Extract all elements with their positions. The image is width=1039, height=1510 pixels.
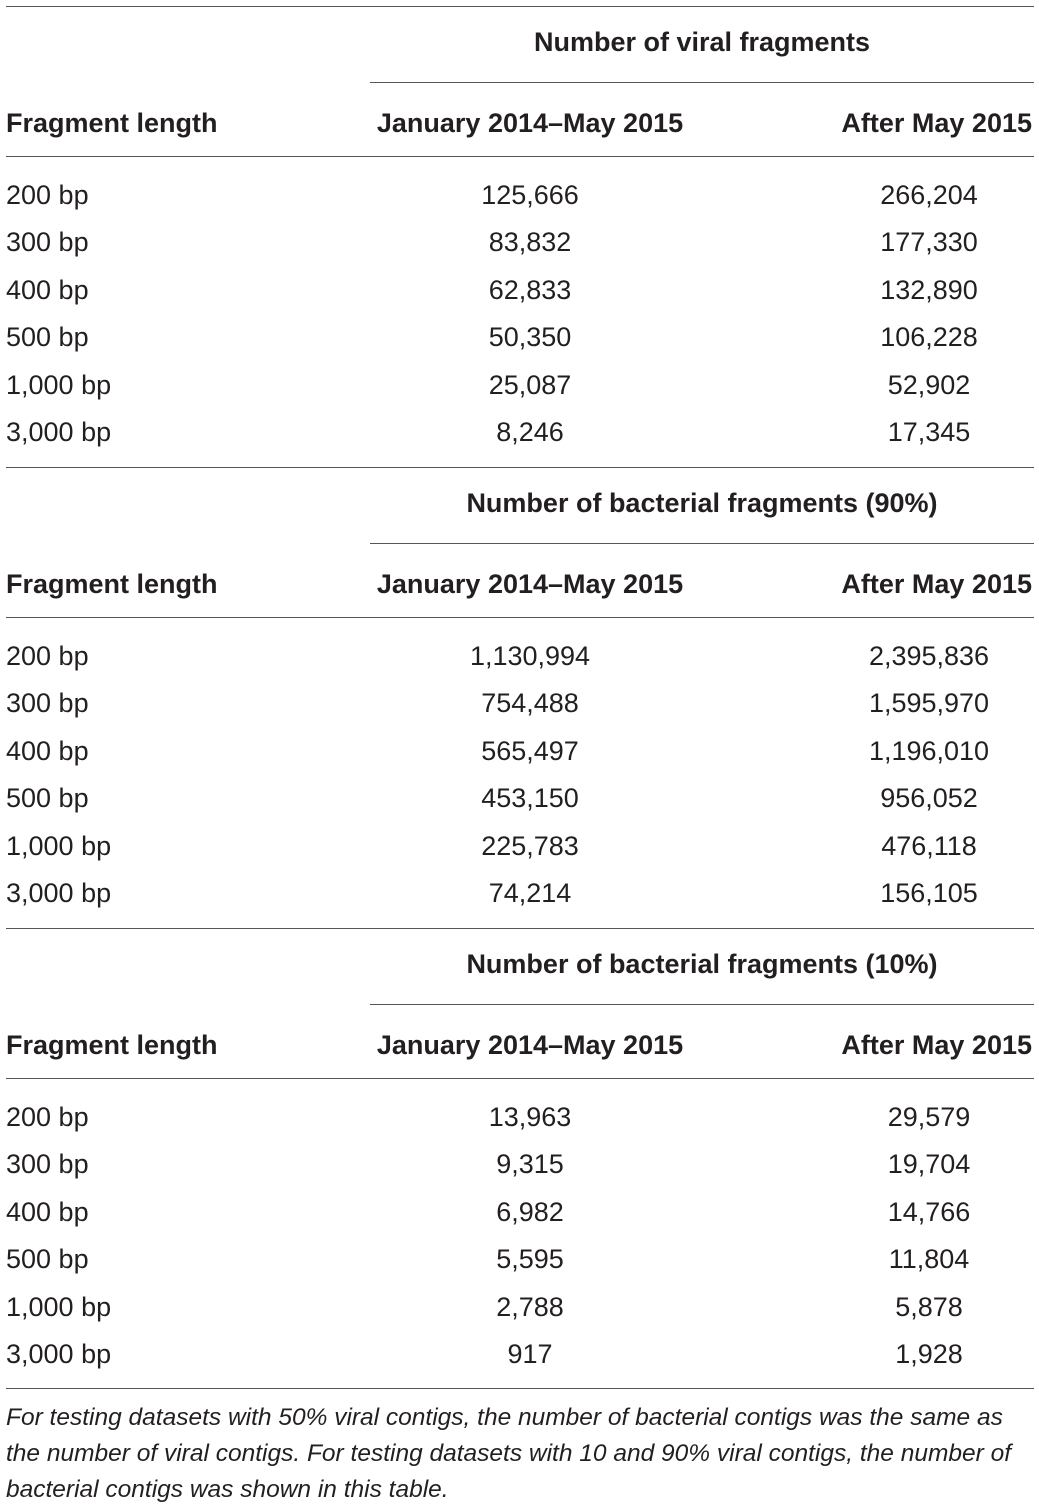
row-fragment-length: 200 bp [6,1102,89,1132]
row-value-period2: 956,052 [880,783,978,813]
section-divider-rule [6,467,1034,468]
row-fragment-length: 500 bp [6,783,89,813]
row-value-period2: 106,228 [880,322,978,352]
row-value-period1: 125,666 [481,180,579,210]
spanner-rule [370,1004,1034,1005]
column-header-period2: After May 2015 [841,108,1032,138]
row-fragment-length: 500 bp [6,1244,89,1274]
row-fragment-length: 400 bp [6,736,89,766]
row-value-period2: 1,928 [895,1339,963,1369]
row-value-period1: 2,788 [496,1292,564,1322]
row-fragment-length: 3,000 bp [6,417,112,447]
section-title: Number of bacterial fragments (10%) [466,949,938,979]
row-value-period1: 74,214 [488,878,572,908]
row-value-period1: 225,783 [481,831,579,861]
row-value-period1: 50,350 [488,322,572,352]
header-rule [6,156,1034,157]
row-value-period1: 25,087 [488,370,572,400]
table-bottom-rule [6,1388,1034,1389]
row-fragment-length: 1,000 bp [6,831,112,861]
row-fragment-length: 1,000 bp [6,370,112,400]
row-value-period2: 29,579 [887,1102,971,1132]
row-fragment-length: 300 bp [6,688,89,718]
row-fragment-length: 3,000 bp [6,878,112,908]
row-value-period1: 565,497 [481,736,579,766]
row-value-period1: 62,833 [488,275,572,305]
row-value-period1: 83,832 [488,227,572,257]
column-header-period2: After May 2015 [841,1030,1032,1060]
row-value-period1: 9,315 [496,1149,564,1179]
row-value-period2: 132,890 [880,275,978,305]
row-fragment-length: 400 bp [6,1197,89,1227]
row-value-period2: 2,395,836 [868,641,990,671]
section-title: Number of viral fragments [533,27,871,57]
row-value-period2: 1,595,970 [868,688,990,718]
row-fragment-length: 200 bp [6,641,89,671]
row-fragment-length: 200 bp [6,180,89,210]
section-divider-rule [6,928,1034,929]
row-value-period1: 754,488 [481,688,579,718]
row-fragment-length: 1,000 bp [6,1292,112,1322]
spanner-rule [370,543,1034,544]
section-title: Number of bacterial fragments (90%) [466,488,938,518]
row-value-period2: 177,330 [880,227,978,257]
row-fragment-length: 300 bp [6,227,89,257]
spanner-rule [370,82,1034,83]
row-value-period1: 1,130,994 [469,641,591,671]
row-value-period2: 1,196,010 [868,736,990,766]
row-value-period2: 5,878 [895,1292,963,1322]
header-rule [6,617,1034,618]
row-value-period2: 476,118 [881,831,977,861]
row-value-period1: 13,963 [488,1102,572,1132]
row-value-period2: 52,902 [887,370,971,400]
row-value-period1: 5,595 [496,1244,564,1274]
row-value-period1: 453,150 [481,783,579,813]
table-footnote: For testing datasets with 50% viral contigs, the number of bacterial contigs was the same as the number of viral contigs. For testing datasets with 10 and 90% viral contigs, the number of bacterial contigs was shown in this table. [6,1404,1012,1503]
row-value-period2: 14,766 [887,1197,971,1227]
row-value-period2: 156,105 [880,878,978,908]
row-fragment-length: 3,000 bp [6,1339,112,1369]
column-header-fragment-length: Fragment length [6,569,218,599]
row-fragment-length: 400 bp [6,275,89,305]
row-fragment-length: 500 bp [6,322,89,352]
row-value-period2: 19,704 [887,1149,971,1179]
row-value-period2: 11,804 [888,1244,970,1274]
header-rule [6,1078,1034,1079]
row-value-period2: 17,345 [887,417,971,447]
row-value-period1: 6,982 [496,1197,564,1227]
row-value-period1: 8,246 [496,417,564,447]
row-fragment-length: 300 bp [6,1149,89,1179]
column-header-period2: After May 2015 [841,569,1032,599]
row-value-period2: 266,204 [880,180,978,210]
column-header-fragment-length: Fragment length [6,108,218,138]
row-value-period1: 917 [507,1339,553,1369]
column-header-period1: January 2014–May 2015 [376,108,684,138]
column-header-period1: January 2014–May 2015 [376,1030,684,1060]
table-top-rule [6,6,1034,7]
column-header-fragment-length: Fragment length [6,1030,218,1060]
column-header-period1: January 2014–May 2015 [376,569,684,599]
